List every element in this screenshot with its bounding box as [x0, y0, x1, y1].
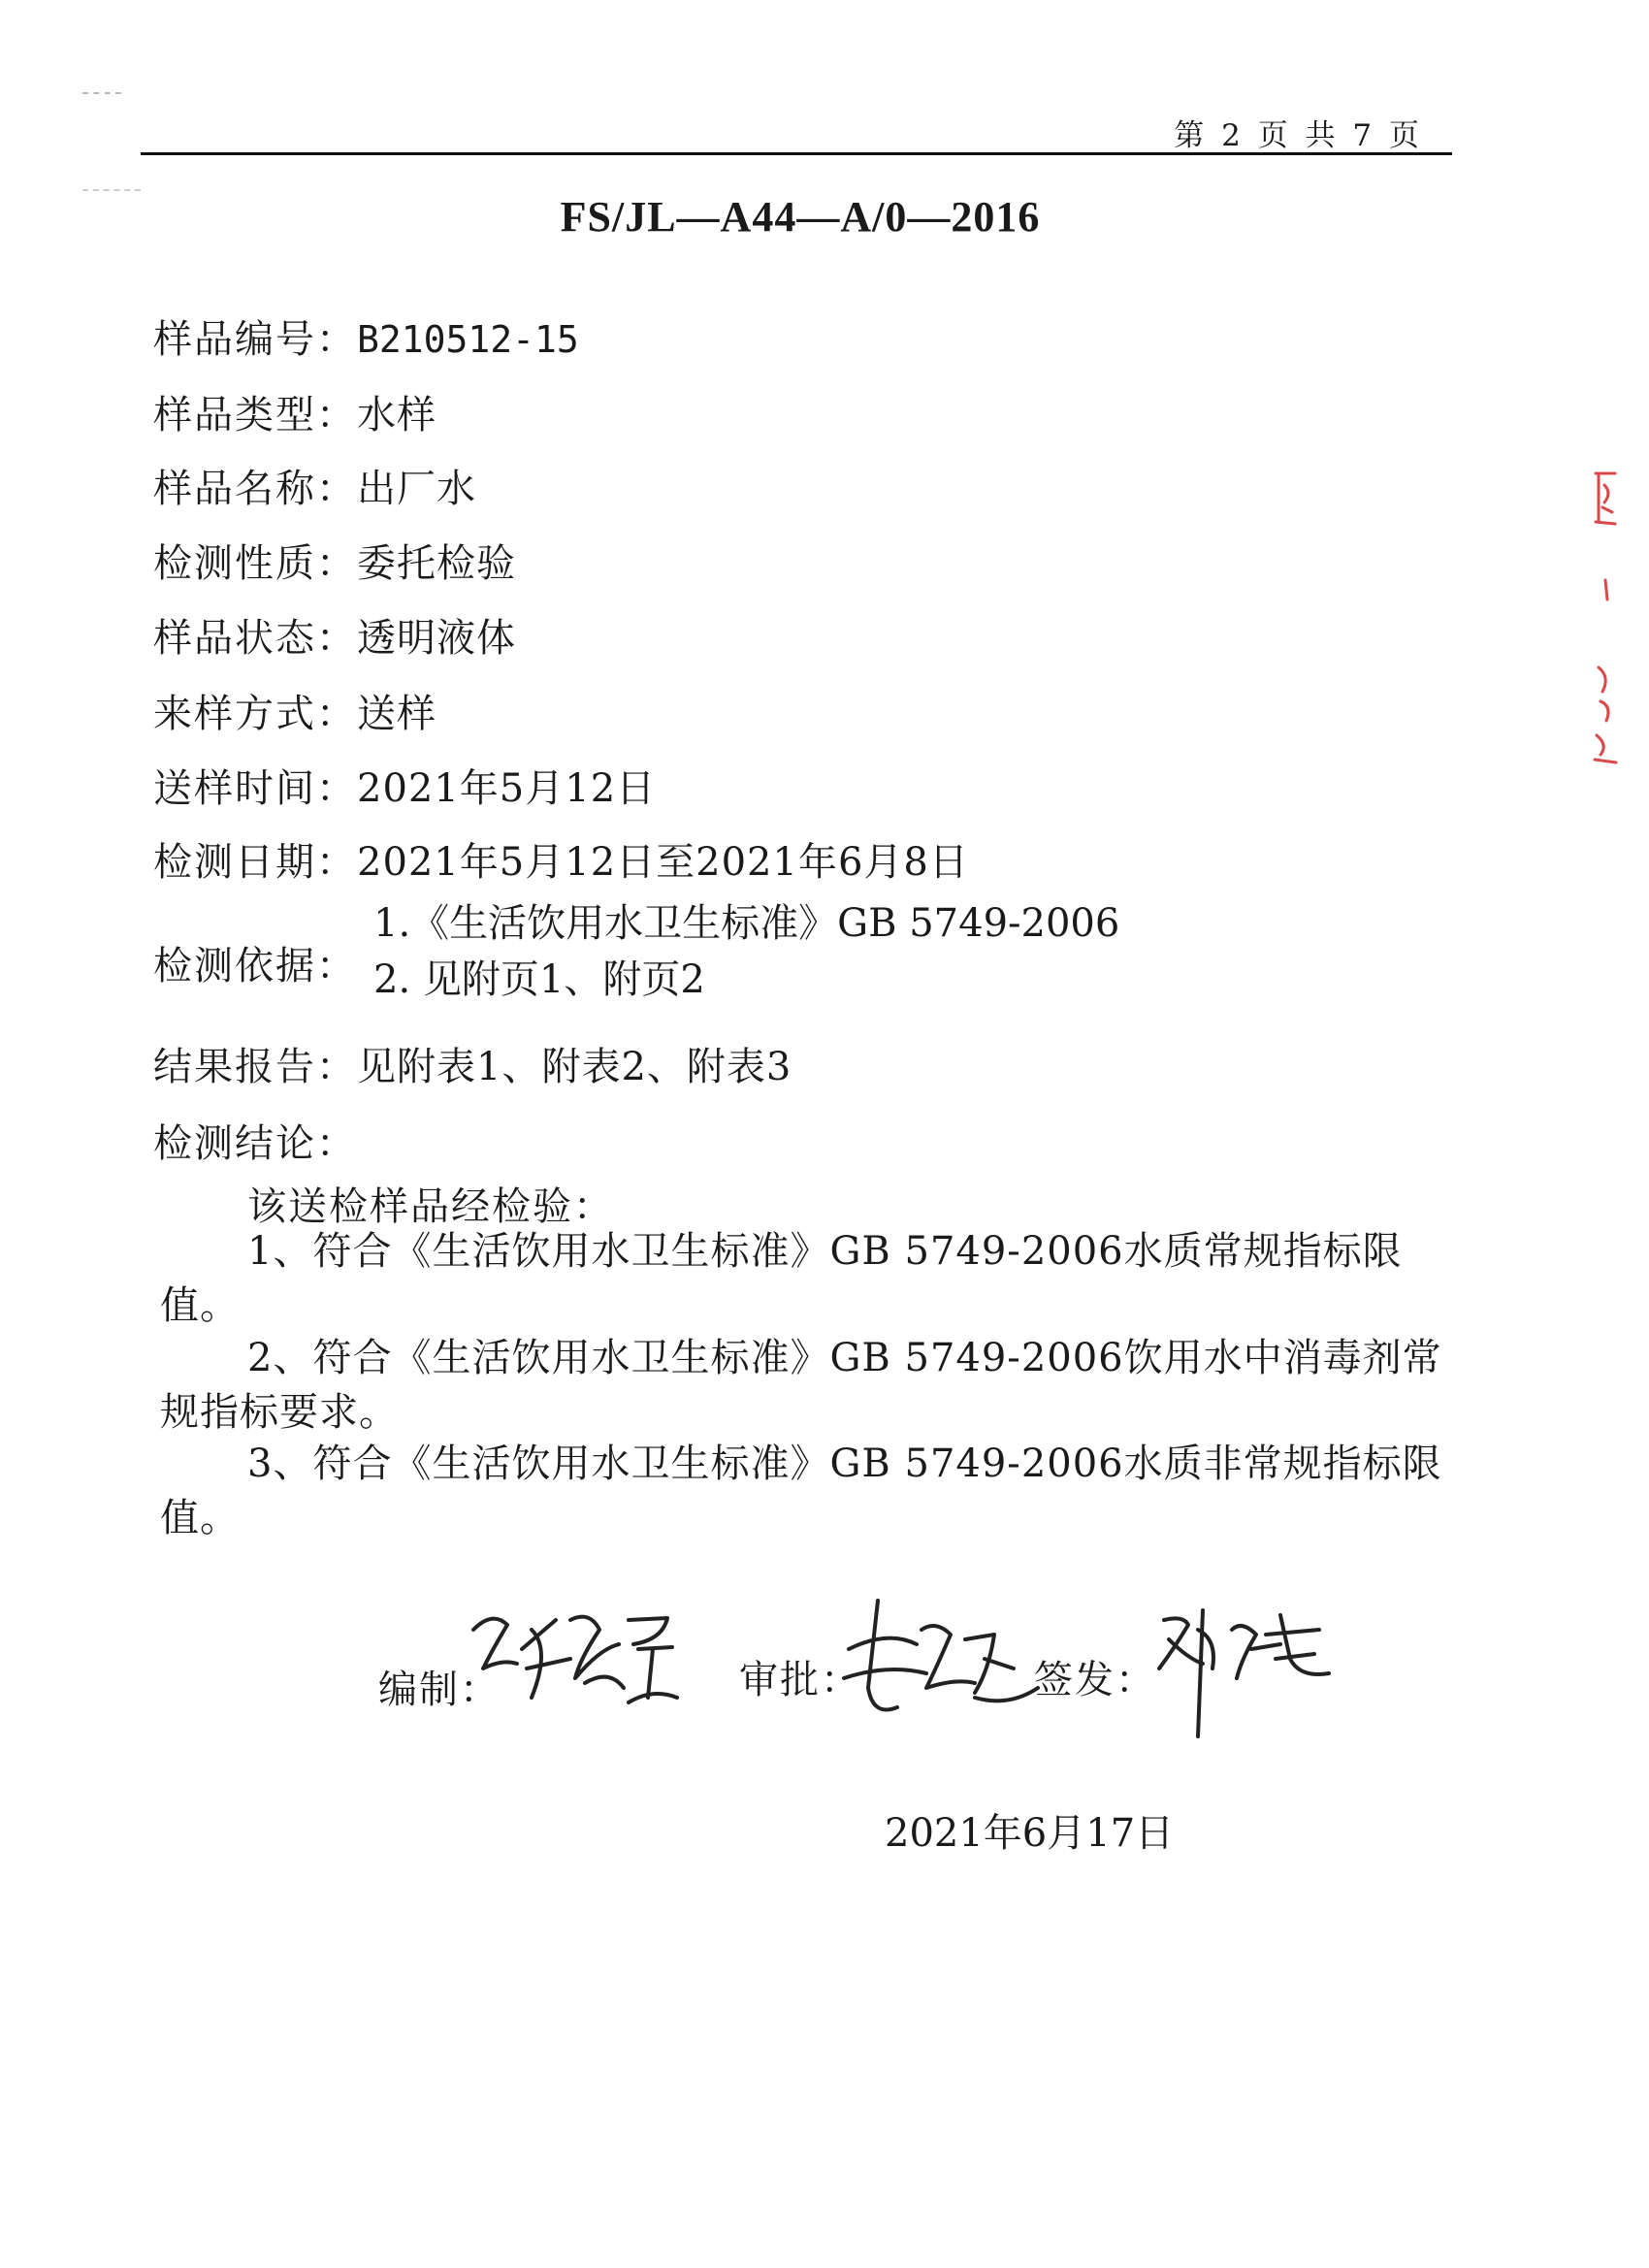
field-value: 2021年5月12日	[357, 766, 657, 811]
field-value: 出厂水	[357, 467, 476, 511]
field-test-nature	[153, 533, 516, 588]
field-label: 样品类型：	[153, 393, 357, 437]
field-value: 2021年5月12日至2021年6月8日	[357, 840, 969, 885]
field-sample-state	[153, 607, 516, 663]
issue-label: 签发：	[1034, 1658, 1156, 1702]
conclusion-label: 检测结论：	[153, 1121, 357, 1166]
field-delivery-date	[153, 758, 656, 813]
field-label: 送样时间：	[153, 766, 357, 811]
compile-label: 编制：	[378, 1668, 501, 1712]
seal-fragment	[1591, 464, 1620, 764]
field-value: 透明液体	[357, 616, 516, 661]
field-value: 水样	[357, 393, 436, 437]
field-test-date	[153, 831, 969, 887]
field-delivery-method	[153, 683, 436, 738]
conclusion-item: 2、符合《生活饮用水卫生标准》GB 5749-2006饮用水中消毒剂常规指标要求。	[160, 1336, 1442, 1435]
field-sample-id	[153, 308, 579, 364]
page-header	[141, 109, 1452, 155]
field-label: 样品名称：	[153, 467, 357, 511]
field-label: 样品状态：	[153, 616, 357, 661]
basis-item: 1.《生活饮用水卫生标准》GB 5749-2006	[373, 901, 1120, 946]
issue-signature	[1145, 1591, 1348, 1746]
conclusion-item: 3、符合《生活饮用水卫生标准》GB 5749-2006水质非常规指标限值。	[160, 1442, 1442, 1540]
field-label: 检测日期：	[153, 840, 357, 885]
field-value: B210512-15	[357, 318, 579, 361]
field-value: 送样	[357, 692, 436, 736]
field-result-report	[153, 1036, 792, 1091]
review-label: 审批：	[739, 1658, 861, 1702]
review-signature	[829, 1591, 1052, 1736]
field-label: 来样方式：	[153, 692, 357, 736]
field-label: 检测性质：	[153, 541, 357, 586]
basis-label: 检测依据：	[153, 944, 357, 988]
field-value: 见附表1、附表2、附表3	[357, 1045, 792, 1089]
field-label: 结果报告：	[153, 1045, 357, 1089]
field-value: 委托检验	[357, 541, 516, 586]
conclusion-item: 1、符合《生活饮用水卫生标准》GB 5749-2006水质常规指标限值。	[160, 1229, 1403, 1328]
conclusion-intro: 该送检样品经检验：	[247, 1184, 614, 1229]
issue-date: 2021年6月17日	[885, 1811, 1175, 1856]
field-sample-type	[153, 384, 436, 439]
compile-signature	[464, 1591, 687, 1727]
field-sample-name	[153, 458, 476, 513]
field-label: 样品编号：	[153, 317, 357, 362]
document-code: FS/JL—A44—A/0—2016	[560, 193, 1041, 241]
page-indicator: 第 2 页 共 7 页	[1174, 118, 1423, 153]
scan-mark	[82, 92, 121, 96]
basis-item: 2. 见附页1、附页2	[373, 957, 705, 1002]
